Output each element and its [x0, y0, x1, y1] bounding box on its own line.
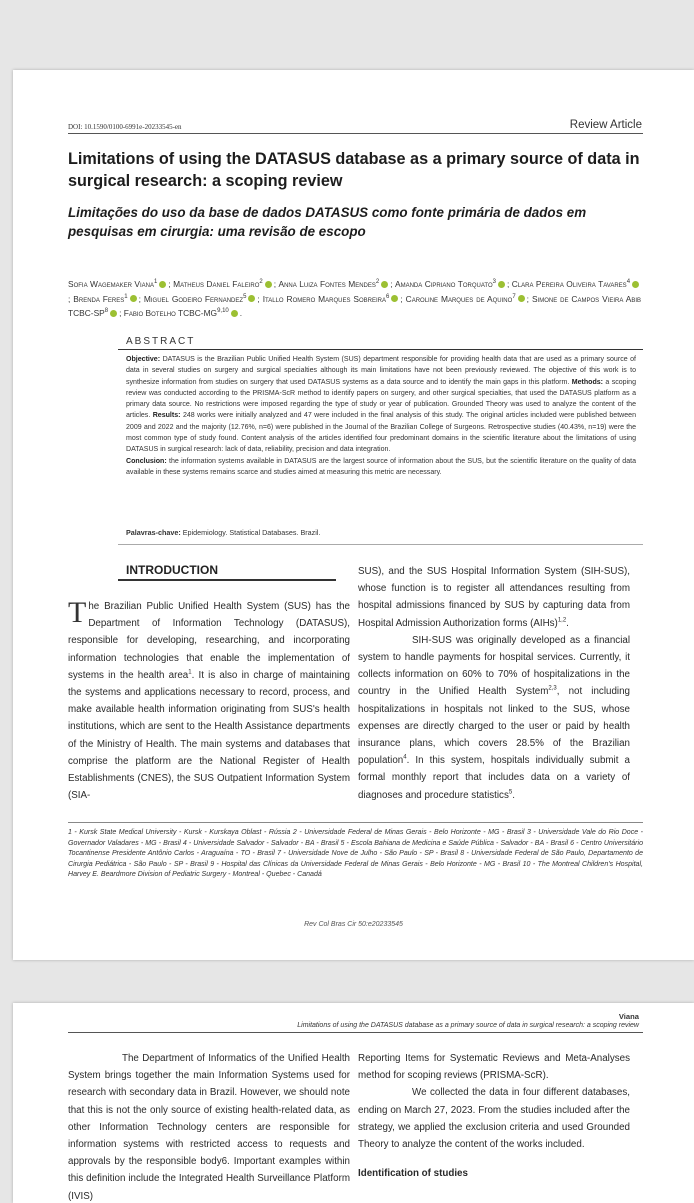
- text: , not including hospitalizations in hospitals not linked to the SUS, whose expenses are directly charged to the user or paid by health insurance plans, which covers 28.5% of the Brazilian population: [358, 686, 630, 767]
- intro-right-paragraph-2: [358, 632, 630, 804]
- keywords: [126, 528, 320, 537]
- author-affiliation: 2: [259, 279, 263, 286]
- orcid-icon[interactable]: [231, 310, 238, 317]
- title-portuguese: Limitações do uso da base de dados DATASUS como fonte primária de dados em pesquisas em cirurgia: uma revisão de escopo: [68, 205, 587, 239]
- objective-text: DATASUS is the Brazilian Public Unified Health System (SUS) department responsible for providing health data that are used as a primary source of data in several studies on surgery and surgical specialties although its main limitations have not been previously reviewed. The objective of this work is to synthesize information from studies on surgery that used DATASUS systems as a data source and to identify the main gaps in this platform.: [126, 356, 636, 386]
- abstract-bottom-rule: [118, 544, 643, 545]
- author-name: Sofia Wagemaker Viana: [68, 279, 154, 289]
- author-name: Brenda Feres: [73, 293, 125, 304]
- running-author: Viana: [618, 1012, 639, 1021]
- section-heading: Identification of studies: [358, 1168, 468, 1180]
- abstract-rule: [118, 349, 643, 350]
- page2-right-column: [358, 1050, 630, 1182]
- abstract-heading: ABSTRACT: [126, 336, 196, 347]
- orcid-icon[interactable]: [381, 281, 388, 288]
- author-name: Fabio Botelho TCBC-MG: [123, 308, 218, 318]
- author-name: Matheus Daniel Faleiro: [173, 279, 260, 289]
- affiliations-footnote: 1 - Kursk State Medical University - Kursk - Kurskaya Oblast - Rússia 2 - Universidade Federal de Minas Gerais - Belo Horizonte - MG - Brasil 3 - Universidade Vale do Rio Doce - Governador Valadares - MG - Brasil 4 - Universidade Salvador - Salvador - BA - Brasil 5 - Escola Bahiana de Medicina e Saúde Pública - Salvador - BA - Brasil 6 - Centro Universitário Tocantinense Presidente Antônio Carlos - Araguaína - TO - Brasil 7 - Universidade Nove de Julho - São Paulo - SP - Brasil 8 - Universidade Federal de São Paulo, Departamento de Cirurgia Pediátrica - São Paulo - SP - Brasil 9 - Hospital das Clínicas da Universidade Federal de Minas Gerais - Belo Horizonte - MG - Brasil 10 - The Montreal Children's Hospital, Harvey E. Beardmore Division of Pediatric Surgery - Montreal - Quebec - Canadá: [68, 829, 643, 879]
- author-affiliation: 5: [243, 293, 247, 300]
- objective-label: Objective:: [126, 356, 161, 363]
- orcid-icon[interactable]: [130, 295, 137, 302]
- methods-text: a scoping review was conducted according to the PRISMA-ScR method to identify papers on surgery, and other surgical specialties, that used the DATASUS platform as a primary data source. No restrictions were imposed regarding the type of study or year of publication. Grounded Theory was used to analyze the content of the articles.: [126, 378, 636, 420]
- author-affiliation: 1: [153, 279, 158, 286]
- orcid-icon[interactable]: [159, 281, 166, 288]
- intro-left-column: [68, 598, 350, 804]
- author-name: Anna Luiza Fontes Mendes: [278, 279, 376, 289]
- page2-left-column: [68, 1050, 350, 1203]
- author-list: Sofia Wagemaker Viana$^1$ ; Matheus Daniel Faleiro$^2$ ; Anna Luiza Fontes Mendes$^2$ ; Amanda Cipriano Torquato$^3$ ; Clara Pereira Oliveira Tavares$^4$; Brenda Feres$^1$ ; Miguel Godeiro Fernandez$^5$ ; Itallo Romero Marques Sobreira$^6$ ; Caroline Marques de Aquino$^7$ ; Simone de Campos Vieira Abib TCBC-$SP^8$ ; Fabio Botelho TCBC-MG$^{9,10}$ .: [68, 279, 642, 318]
- author-affiliation: 9,10: [217, 308, 229, 315]
- page-1: [13, 70, 694, 960]
- results-label: Results:: [152, 412, 181, 420]
- conclusion-text: the information systems available in DATASUS are the largest source of information about the SUS, but the scientific literature on the quality of data available in these systems remains scarce and studies aimed at measuring this metric are necessary.: [126, 457, 636, 476]
- text: SUS), and the SUS Hospital Information System (SIH-SUS), whose function is to register all attendances resulting from hospital admissions financed by SUS by capturing data from Hospital Admission Authorization forms (AIHs): [358, 566, 630, 629]
- intro-right-paragraph-1: [358, 563, 630, 632]
- doi: DOI: 10.1590/0100-6991e-20233545-en: [68, 123, 182, 131]
- citation: 5: [508, 789, 513, 796]
- intro-right-column: [358, 563, 630, 804]
- header-rule: [68, 133, 643, 134]
- author-name: Caroline Marques de Aquino: [405, 293, 513, 304]
- citation: 4: [403, 754, 407, 761]
- author-affiliation: 7: [512, 293, 516, 300]
- orcid-icon[interactable]: [265, 281, 272, 288]
- orcid-icon[interactable]: [632, 281, 639, 288]
- page2-right-paragraph-1: Reporting Items for Systematic Reviews and Meta-Analyses method for scoping reviews (PRISMA-ScR).: [358, 1053, 630, 1082]
- text: .: [566, 617, 569, 629]
- author-name: Clara Pereira Oliveira Tavares: [511, 279, 627, 289]
- author-affiliation: 8: [104, 308, 109, 315]
- drop-cap: T: [68, 596, 87, 629]
- conclusion-label: Conclusion:: [126, 457, 167, 465]
- author-affiliation: 3: [492, 279, 496, 286]
- title-english: Limitations of using the DATASUS database as a primary source of data in surgical research: a scoping review: [68, 150, 640, 190]
- journal-reference: Rev Col Bras Cir 50:e20233545: [304, 921, 403, 928]
- abstract-body: [126, 354, 636, 478]
- results-text: 248 works were initially analyzed and 47 were included in the final analysis of this study. The original articles included were published between 2009 and 2022 and the majority (12.76%, n=6) were published in the Journal of the Brazilian College of Surgeons. Retrospective studies (40.43%, n=19) were the most common type of study found. Content analysis of the articles identified four predominant domains in the scientific literature about the limitations of using DATASUS in surgical research: lack of data, reliability, precision and data integration.: [126, 412, 636, 454]
- orcid-icon[interactable]: [518, 295, 525, 302]
- citation: 2,3: [548, 686, 557, 693]
- methods-label: Methods:: [571, 378, 604, 386]
- author-name: Miguel Godeiro Fernandez: [143, 293, 244, 304]
- intro-left-text-a: he Brazilian Public Unified Health System (SUS) has the Department of Information Technology (DATASUS), responsible for developing, researching, and incorporating information technologies that enable the implementation of systems in the health area: [68, 601, 350, 681]
- page-2: [13, 1003, 694, 1203]
- text: .: [512, 789, 515, 801]
- intro-left-text-b: . It is also in charge of maintaining the systems and applications necessary to record, process, and make available health information originating from SUS's health institutions, which are sent to the Health Assistance departments of the Ministry of Health. The main systems and databases that comprise the platform are the National Register of Health Establishments (CNES), the SUS Outpatient Information System (SIA-: [68, 669, 351, 802]
- article-type: Review Article: [569, 119, 642, 131]
- author-affiliation: 1: [124, 293, 128, 300]
- author-affiliation: 2: [375, 279, 380, 286]
- keywords-label: Palavras-chave:: [126, 528, 181, 537]
- author-name: Itallo Romero Marques Sobreira: [262, 293, 387, 304]
- introduction-heading: INTRODUCTION: [126, 563, 218, 577]
- orcid-icon[interactable]: [391, 295, 398, 302]
- page2-header-rule: [68, 1032, 643, 1033]
- citation: 1,2: [557, 617, 567, 624]
- orcid-icon[interactable]: [248, 295, 255, 302]
- keywords-text: Epidemiology. Statistical Databases. Brazil.: [182, 528, 321, 537]
- author-name: Simone de Campos Vieira Abib TCBC-SP: [68, 293, 642, 318]
- footnote-rule: [68, 822, 643, 823]
- author-name: Amanda Cipriano Torquato: [395, 279, 493, 289]
- page2-right-paragraph-2: We collected the data in four different databases, ending on March 27, 2023. From the studies included after the strategy, we applied the exclusion criteria and used Grounded Theory to analyze the content of the works included.: [358, 1087, 630, 1151]
- introduction-rule: [118, 579, 336, 581]
- author-affiliation: 4: [626, 279, 631, 286]
- running-title: Limitations of using the DATASUS database as a primary source of data in surgical research: a scoping review: [297, 1022, 639, 1029]
- page2-left-paragraph: The Department of Informatics of the Unified Health System brings together the main Information Systems used for research with secondary data in Brazil. However, we should note that this is not the only source of existing health-related data, as other Information Technology centers are responsible for information systems with restricted access to requests and approvals by the responsible body6. Important examples within this definition include the Integrated Health Surveillance Platform (IVIS): [68, 1053, 350, 1202]
- text: SIH-SUS was originally developed as a financial system to handle payments for hospital services. Currently, it collects information on 60% to 70% of hospitalizations in the country in the Unified Health System: [358, 634, 630, 698]
- author-affiliation: 6: [386, 293, 390, 300]
- orcid-icon[interactable]: [498, 281, 505, 288]
- orcid-icon[interactable]: [110, 310, 117, 317]
- text: . In this system, hospitals individually submit a formal monthly report that includes data on a variety of diagnoses and procedure statistics: [358, 755, 630, 801]
- citation: 1: [188, 669, 192, 676]
